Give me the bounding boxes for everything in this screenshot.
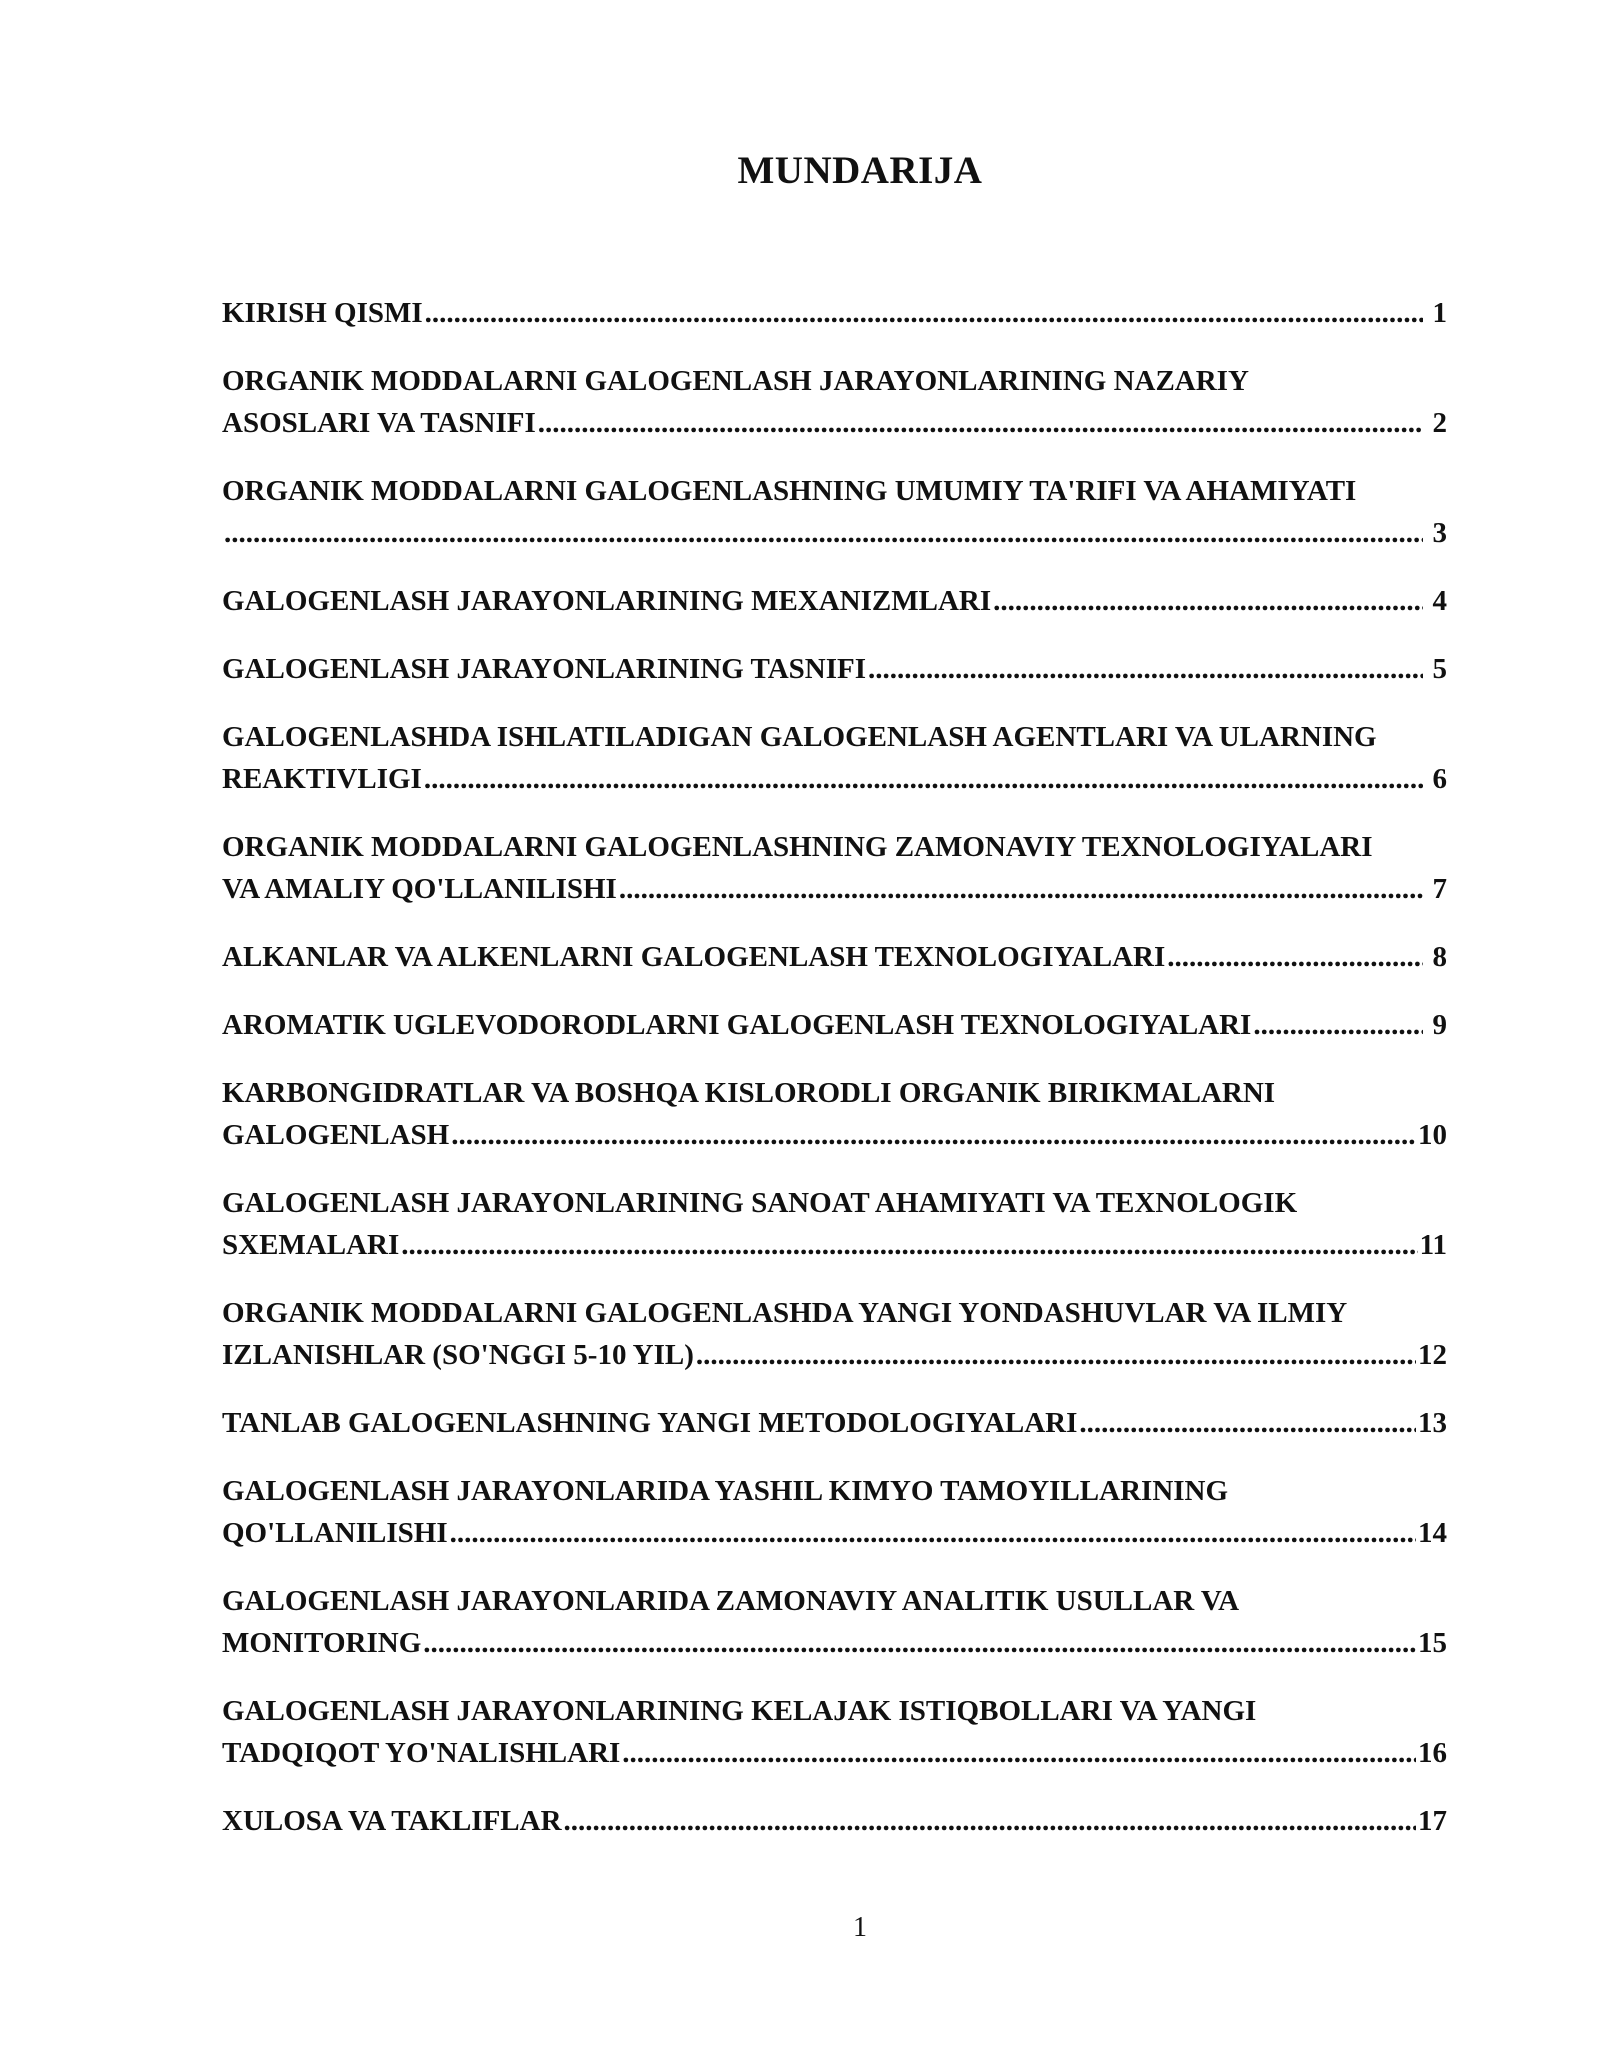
toc-entry-title-line2: GALOGENLASH bbox=[222, 1119, 450, 1151]
toc-entry[interactable] bbox=[222, 648, 1447, 690]
toc-page-number: 1 bbox=[1432, 297, 1447, 329]
leader-dots bbox=[993, 580, 1423, 622]
toc-page-number: 10 bbox=[1418, 1119, 1447, 1151]
toc-entry-title-line2: REAKTIVLIGI bbox=[222, 763, 422, 795]
toc-page-number: 9 bbox=[1432, 1009, 1447, 1041]
toc-page-number: 2 bbox=[1432, 407, 1447, 439]
toc-entry[interactable] bbox=[222, 1690, 1447, 1774]
toc-entry[interactable] bbox=[222, 1402, 1447, 1444]
toc-entry-title-line2: SXEMALARI bbox=[222, 1229, 400, 1261]
toc-page-number: 6 bbox=[1432, 763, 1447, 795]
toc-entry-title: GALOGENLASH JARAYONLARINING MEXANIZMLARI bbox=[222, 585, 992, 617]
toc-entry[interactable] bbox=[222, 470, 1447, 554]
toc-entry-title: GALOGENLASH JARAYONLARINING TASNIFI bbox=[222, 653, 867, 685]
toc-page-number: 3 bbox=[1432, 517, 1447, 549]
toc-entry[interactable] bbox=[222, 360, 1447, 444]
leader-dots bbox=[1253, 1004, 1423, 1046]
toc-entry-title-line1: ORGANIK MODDALARNI GALOGENLASHNING UMUMIY TA'RIFI VA AHAMIYATI bbox=[222, 475, 1357, 507]
toc-page-number: 4 bbox=[1432, 585, 1447, 617]
toc-entry-title: TANLAB GALOGENLASHNING YANGI METODOLOGIYALARI bbox=[222, 1407, 1078, 1439]
toc-entry-title-line2: MONITORING bbox=[222, 1627, 422, 1659]
toc-entry[interactable] bbox=[222, 1800, 1447, 1842]
toc-entry[interactable] bbox=[222, 292, 1447, 334]
toc-entry[interactable] bbox=[222, 1580, 1447, 1664]
toc-page-number: 13 bbox=[1418, 1407, 1447, 1439]
toc-entry-title-line1: KARBONGIDRATLAR VA BOSHQA KISLORODLI ORGANIK BIRIKMALARNI bbox=[222, 1077, 1276, 1109]
toc-entry[interactable] bbox=[222, 1182, 1447, 1266]
leader-dots bbox=[401, 1224, 1417, 1266]
toc-entry-title-line2: QO'LLANILISHI bbox=[222, 1517, 448, 1549]
toc-entry-title-line1: ORGANIK MODDALARNI GALOGENLASHDA YANGI YONDASHUVLAR VA ILMIY bbox=[222, 1297, 1348, 1329]
leader-dots bbox=[424, 758, 1423, 800]
toc-entry-title-line1: ORGANIK MODDALARNI GALOGENLASHNING ZAMONAVIY TEXNOLOGIYALARI bbox=[222, 831, 1373, 863]
toc-page-number: 12 bbox=[1418, 1339, 1447, 1371]
page-number: 1 bbox=[853, 1912, 867, 1943]
toc-entry-title-line1: GALOGENLASHDA ISHLATILADIGAN GALOGENLASH AGENTLARI VA ULARNING bbox=[222, 721, 1377, 753]
toc-entry-title-line2: ASOSLARI VA TASNIFI bbox=[222, 407, 536, 439]
toc-page-number: 8 bbox=[1432, 941, 1447, 973]
leader-dots bbox=[224, 512, 1423, 554]
leader-dots bbox=[622, 1732, 1416, 1774]
toc-entry[interactable] bbox=[222, 936, 1447, 978]
toc-page-number: 15 bbox=[1418, 1627, 1447, 1659]
table-of-contents bbox=[222, 292, 1447, 1868]
toc-entry[interactable] bbox=[222, 1004, 1447, 1046]
toc-page-number: 14 bbox=[1418, 1517, 1447, 1549]
toc-entry-title-line1: GALOGENLASH JARAYONLARIDA YASHIL KIMYO TAMOYILLARINING bbox=[222, 1475, 1229, 1507]
toc-entry-title-line1: GALOGENLASH JARAYONLARIDA ZAMONAVIY ANALITIK USULLAR VA bbox=[222, 1585, 1240, 1617]
leader-dots bbox=[538, 402, 1423, 444]
leader-dots bbox=[450, 1512, 1416, 1554]
leader-dots bbox=[619, 868, 1423, 910]
toc-page-number: 5 bbox=[1432, 653, 1447, 685]
leader-dots bbox=[696, 1334, 1416, 1376]
toc-page-number: 11 bbox=[1419, 1229, 1447, 1261]
toc-entry[interactable] bbox=[222, 716, 1447, 800]
toc-entry-title: AROMATIK UGLEVODORODLARNI GALOGENLASH TEXNOLOGIYALARI bbox=[222, 1009, 1252, 1041]
toc-entry[interactable] bbox=[222, 826, 1447, 910]
toc-entry-title-line2: TADQIQOT YO'NALISHLARI bbox=[222, 1737, 621, 1769]
toc-entry[interactable] bbox=[222, 1470, 1447, 1554]
toc-entry-title: ALKANLAR VA ALKENLARNI GALOGENLASH TEXNOLOGIYALARI bbox=[222, 941, 1166, 973]
toc-entry-title-line1: ORGANIK MODDALARNI GALOGENLASH JARAYONLARINING NAZARIY bbox=[222, 365, 1249, 397]
leader-dots bbox=[1167, 936, 1423, 978]
toc-entry-title: XULOSA VA TAKLIFLAR bbox=[222, 1805, 562, 1837]
toc-entry-title-line1: GALOGENLASH JARAYONLARINING KELAJAK ISTIQBOLLARI VA YANGI bbox=[222, 1695, 1257, 1727]
leader-dots bbox=[451, 1114, 1416, 1156]
toc-entry-title-line1: GALOGENLASH JARAYONLARINING SANOAT AHAMIYATI VA TEXNOLOGIK bbox=[222, 1187, 1298, 1219]
toc-entry[interactable] bbox=[222, 1292, 1447, 1376]
leader-dots bbox=[423, 1622, 1416, 1664]
toc-page-number: 16 bbox=[1418, 1737, 1447, 1769]
leader-dots bbox=[425, 292, 1423, 334]
page-title: MUNDARIJA bbox=[737, 149, 983, 192]
leader-dots bbox=[564, 1800, 1416, 1842]
toc-entry-title: KIRISH QISMI bbox=[222, 297, 423, 329]
toc-entry[interactable] bbox=[222, 1072, 1447, 1156]
toc-page-number: 17 bbox=[1418, 1805, 1447, 1837]
leader-dots bbox=[868, 648, 1423, 690]
leader-dots bbox=[1079, 1402, 1416, 1444]
toc-entry[interactable] bbox=[222, 580, 1447, 622]
toc-entry-title-line2: IZLANISHLAR (SO'NGGI 5-10 YIL) bbox=[222, 1339, 694, 1371]
toc-entry-title-line2: VA AMALIY QO'LLANILISHI bbox=[222, 873, 617, 905]
toc-page-number: 7 bbox=[1432, 873, 1447, 905]
